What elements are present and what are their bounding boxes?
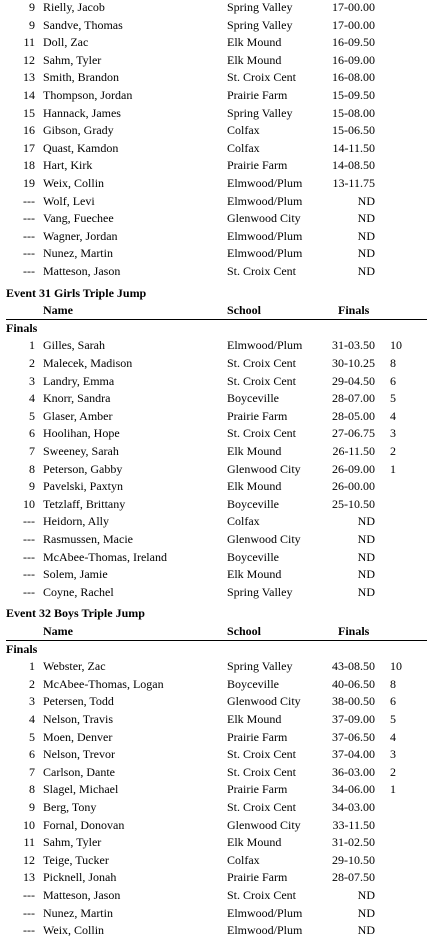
school-cell: Elk Mound [227,567,282,582]
school-cell: Elk Mound [227,835,282,850]
result-row [0,193,439,211]
result-row [0,337,439,355]
mark-cell: 30-10.25 [332,356,375,370]
school-cell: Elmwood/Plum [227,176,303,190]
mark-cell: 13-11.75 [332,176,375,190]
place-cell: 13 [23,70,35,85]
athlete-name-cell: Tetzlaff, Brittany [43,496,126,511]
place-cell: 4 [29,391,35,406]
section-label: Finals [6,641,38,656]
place-cell: 12 [23,852,35,867]
result-row [0,513,439,531]
place-cell: --- [23,211,35,226]
place-cell: 11 [23,835,35,850]
mark-cell: 37-06.50 [332,729,375,744]
place-cell: 12 [23,52,35,67]
athlete-name-cell: Fornal, Donovan [43,817,125,832]
athlete-name-cell: Doll, Zac [43,35,89,50]
mark-cell: 29-10.50 [332,852,375,867]
athlete-name-cell: Gilles, Sarah [43,338,105,353]
athlete-name-cell: Pavelski, Paxtyn [43,479,123,494]
result-row [0,34,439,52]
points-cell: 10 [390,659,402,674]
mark-cell: 16-09.00 [332,52,375,67]
place-cell: 3 [29,694,35,709]
mark-cell: ND [357,532,375,546]
mark-cell: 28-07.00 [332,391,375,406]
place-cell: 2 [29,356,35,370]
mark-cell: 34-03.00 [332,800,375,814]
place-cell: 11 [23,35,35,50]
school-cell: St. Croix Cent [227,888,297,902]
points-cell: 3 [390,747,396,762]
school-cell: Spring Valley [227,0,293,14]
mark-cell: ND [357,246,375,261]
place-cell: --- [23,567,35,582]
event-title: Event 31 Girls Triple Jump [6,285,147,300]
result-row [0,869,439,887]
mark-cell: 25-10.50 [332,496,375,511]
result-row [0,852,439,870]
column-header-school: School [227,303,262,318]
mark-cell: 27-06.75 [332,426,375,441]
mark-cell: 16-08.00 [332,70,375,85]
points-cell: 6 [390,373,396,388]
place-cell: 9 [29,800,35,814]
place-cell: 5 [29,408,35,423]
place-cell: 10 [23,496,35,511]
school-cell: Glenwood City [227,817,301,832]
mark-cell: ND [357,514,375,529]
athlete-name-cell: Malecek, Madison [43,356,133,370]
points-cell: 5 [390,391,396,406]
athlete-name-cell: Petersen, Todd [43,694,114,709]
athlete-name-cell: Wagner, Jordan [43,228,118,243]
mark-cell: ND [357,211,375,226]
result-row [0,711,439,729]
place-cell: 16 [23,123,35,138]
place-cell: --- [23,549,35,564]
school-cell: Colfax [227,514,260,529]
header-divider [6,319,427,320]
athlete-name-cell: Rielly, Jacob [43,0,105,14]
school-cell: Elk Mound [227,52,282,67]
mark-cell: 40-06.50 [332,676,375,691]
mark-cell: 37-09.00 [332,712,375,726]
result-row [0,69,439,87]
points-cell: 1 [390,782,396,797]
place-cell: --- [23,193,35,208]
mark-cell: 17-00.00 [332,0,375,14]
school-cell: Elmwood/Plum [227,193,303,208]
school-cell: Prairie Farm [227,88,288,102]
place-cell: 9 [29,479,35,494]
result-row [0,87,439,105]
mark-cell: 16-09.50 [332,35,375,50]
athlete-name-cell: Nunez, Martin [43,246,113,261]
mark-cell: ND [357,923,375,938]
column-header-school: School [227,624,262,638]
school-cell: Glenwood City [227,532,301,546]
result-row [0,746,439,764]
athlete-name-cell: Nelson, Travis [43,712,114,726]
points-cell: 2 [390,444,396,458]
mark-cell: ND [357,193,375,208]
mark-cell: 33-11.50 [332,817,375,832]
mark-cell: ND [357,567,375,582]
result-row [0,105,439,123]
section-label: Finals [6,320,38,335]
event-title: Event 32 Boys Triple Jump [6,606,145,621]
place-cell: 4 [29,712,35,726]
place-cell: --- [23,888,35,902]
school-cell: Boyceville [227,549,279,564]
school-cell: Elmwood/Plum [227,228,303,243]
school-cell: Spring Valley [227,659,293,674]
school-cell: Glenwood City [227,461,301,476]
mark-cell: 15-08.00 [332,105,375,120]
school-cell: Elmwood/Plum [227,923,303,938]
mark-cell: ND [357,905,375,920]
athlete-name-cell: Hart, Kirk [43,158,93,173]
school-cell: St. Croix Cent [227,356,297,370]
athlete-name-cell: Weix, Collin [43,923,105,938]
athlete-name-cell: Coyne, Rachel [43,584,114,599]
result-row [0,263,439,281]
result-row [0,658,439,676]
school-cell: Colfax [227,123,260,138]
place-cell: --- [23,264,35,278]
place-cell: 1 [29,338,35,353]
mark-cell: ND [357,888,375,902]
place-cell: --- [23,923,35,938]
points-cell: 5 [390,712,396,726]
place-cell: 13 [23,870,35,885]
place-cell: --- [23,246,35,261]
result-row [0,905,439,923]
school-cell: Colfax [227,852,260,867]
result-row [0,17,439,35]
place-cell: 9 [29,17,35,32]
place-cell: --- [23,532,35,546]
athlete-name-cell: McAbee-Thomas, Ireland [43,549,167,564]
school-cell: Prairie Farm [227,158,288,173]
mark-cell: 36-03.00 [332,764,375,779]
column-header-name: Name [43,303,73,318]
result-row [0,584,439,602]
school-cell: Elk Mound [227,479,282,494]
result-row [0,817,439,835]
mark-cell: 17-00.00 [332,17,375,32]
school-cell: St. Croix Cent [227,764,297,779]
athlete-name-cell: Rasmussen, Macie [43,532,133,546]
mark-cell: 26-09.00 [332,461,375,476]
school-cell: St. Croix Cent [227,800,297,814]
athlete-name-cell: Hannack, James [43,105,121,120]
school-cell: Prairie Farm [227,408,288,423]
result-row [0,425,439,443]
mark-cell: ND [357,584,375,599]
athlete-name-cell: Berg, Tony [43,800,97,814]
athlete-name-cell: Heidorn, Ally [43,514,109,529]
school-cell: St. Croix Cent [227,373,297,388]
school-cell: Elmwood/Plum [227,338,303,353]
place-cell: 15 [23,105,35,120]
mark-cell: 43-08.50 [332,659,375,674]
athlete-name-cell: Smith, Brandon [43,70,120,85]
mark-cell: 28-07.50 [332,870,375,885]
school-cell: Elk Mound [227,712,282,726]
result-row [0,157,439,175]
school-cell: Spring Valley [227,584,293,599]
athlete-name-cell: Solem, Jamie [43,567,108,582]
athlete-name-cell: Slagel, Michael [43,782,119,797]
column-header-name: Name [43,624,73,638]
place-cell: 5 [29,729,35,744]
place-cell: 7 [29,444,35,458]
school-cell: Prairie Farm [227,782,288,797]
athlete-name-cell: Wolf, Levi [43,193,95,208]
result-row [0,834,439,852]
result-row [0,175,439,193]
result-row [0,531,439,549]
athlete-name-cell: Thompson, Jordan [43,88,133,102]
school-cell: Elk Mound [227,444,282,458]
school-cell: Prairie Farm [227,729,288,744]
result-row [0,566,439,584]
result-row [0,245,439,263]
points-cell: 1 [390,461,396,476]
result-row [0,0,439,17]
mark-cell: 31-03.50 [332,338,375,353]
athlete-name-cell: Sweeney, Sarah [43,444,119,458]
school-cell: Elmwood/Plum [227,246,303,261]
result-row [0,799,439,817]
school-cell: Elmwood/Plum [227,905,303,920]
athlete-name-cell: Matteson, Jason [43,264,121,278]
points-cell: 8 [390,676,396,691]
points-cell: 6 [390,694,396,709]
mark-cell: ND [357,228,375,243]
athlete-name-cell: Moen, Denver [43,729,113,744]
athlete-name-cell: Weix, Collin [43,176,105,190]
mark-cell: ND [357,264,375,278]
result-row [0,676,439,694]
athlete-name-cell: Webster, Zac [43,659,106,674]
athlete-name-cell: Carlson, Dante [43,764,115,779]
points-cell: 10 [390,338,402,353]
points-cell: 2 [390,764,396,779]
athlete-name-cell: Nunez, Martin [43,905,113,920]
result-row [0,496,439,514]
column-header-finals: Finals [338,303,370,318]
athlete-name-cell: Quast, Kamdon [43,140,119,155]
athlete-name-cell: Nelson, Trevor [43,747,116,762]
place-cell: 6 [29,747,35,762]
place-cell: 9 [29,0,35,14]
column-header-finals: Finals [338,624,370,638]
school-cell: Boyceville [227,496,279,511]
points-cell: 8 [390,356,396,370]
athlete-name-cell: Landry, Emma [43,373,115,388]
athlete-name-cell: Knorr, Sandra [43,391,111,406]
result-row [0,52,439,70]
result-row [0,355,439,373]
mark-cell: 29-04.50 [332,373,375,388]
result-row [0,408,439,426]
result-row [0,373,439,391]
mark-cell: 14-08.50 [332,158,375,173]
place-cell: --- [23,584,35,599]
school-cell: Colfax [227,140,260,155]
school-cell: St. Croix Cent [227,747,297,762]
mark-cell: ND [357,549,375,564]
school-cell: Spring Valley [227,17,293,32]
header-divider [6,640,427,641]
athlete-name-cell: Picknell, Jonah [43,870,117,885]
school-cell: Elk Mound [227,35,282,50]
place-cell: 2 [29,676,35,691]
mark-cell: 38-00.50 [332,694,375,709]
place-cell: 17 [23,140,35,155]
athlete-name-cell: Peterson, Gabby [43,461,123,476]
result-row [0,764,439,782]
place-cell: 14 [23,88,35,102]
athlete-name-cell: McAbee-Thomas, Logan [43,676,164,691]
athlete-name-cell: Matteson, Jason [43,888,121,902]
place-cell: 19 [23,176,35,190]
place-cell: --- [23,514,35,529]
result-row [0,729,439,747]
points-cell: 3 [390,426,396,441]
athlete-name-cell: Glaser, Amber [43,408,113,423]
mark-cell: 31-02.50 [332,835,375,850]
school-cell: Glenwood City [227,694,301,709]
school-cell: Spring Valley [227,105,293,120]
result-row [0,228,439,246]
athlete-name-cell: Sahm, Tyler [43,52,102,67]
place-cell: 8 [29,782,35,797]
result-row [0,461,439,479]
school-cell: Prairie Farm [227,870,288,885]
athlete-name-cell: Sandve, Thomas [43,17,123,32]
place-cell: 18 [23,158,35,173]
place-cell: 3 [29,373,35,388]
mark-cell: 26-00.00 [332,479,375,494]
mark-cell: 15-06.50 [332,123,375,138]
result-row [0,210,439,228]
result-row [0,887,439,905]
result-row [0,549,439,567]
place-cell: 1 [29,659,35,674]
athlete-name-cell: Vang, Fuechee [43,211,114,226]
place-cell: --- [23,905,35,920]
mark-cell: 28-05.00 [332,408,375,423]
school-cell: St. Croix Cent [227,426,297,441]
place-cell: 10 [23,817,35,832]
result-row [0,443,439,461]
school-cell: St. Croix Cent [227,264,297,278]
points-cell: 4 [390,408,396,423]
school-cell: Glenwood City [227,211,301,226]
place-cell: 7 [29,764,35,779]
athlete-name-cell: Hoolihan, Hope [43,426,120,441]
athlete-name-cell: Gibson, Grady [43,123,114,138]
result-row [0,693,439,711]
place-cell: 8 [29,461,35,476]
result-row [0,922,439,940]
athlete-name-cell: Teige, Tucker [43,852,109,867]
school-cell: St. Croix Cent [227,70,297,85]
result-row [0,781,439,799]
result-row [0,478,439,496]
result-row [0,140,439,158]
mark-cell: 26-11.50 [332,444,375,458]
school-cell: Boyceville [227,676,279,691]
mark-cell: 34-06.00 [332,782,375,797]
mark-cell: 14-11.50 [332,140,375,155]
points-cell: 4 [390,729,396,744]
result-row [0,390,439,408]
school-cell: Boyceville [227,391,279,406]
place-cell: --- [23,228,35,243]
result-row [0,122,439,140]
mark-cell: 15-09.50 [332,88,375,102]
mark-cell: 37-04.00 [332,747,375,762]
athlete-name-cell: Sahm, Tyler [43,835,102,850]
place-cell: 6 [29,426,35,441]
